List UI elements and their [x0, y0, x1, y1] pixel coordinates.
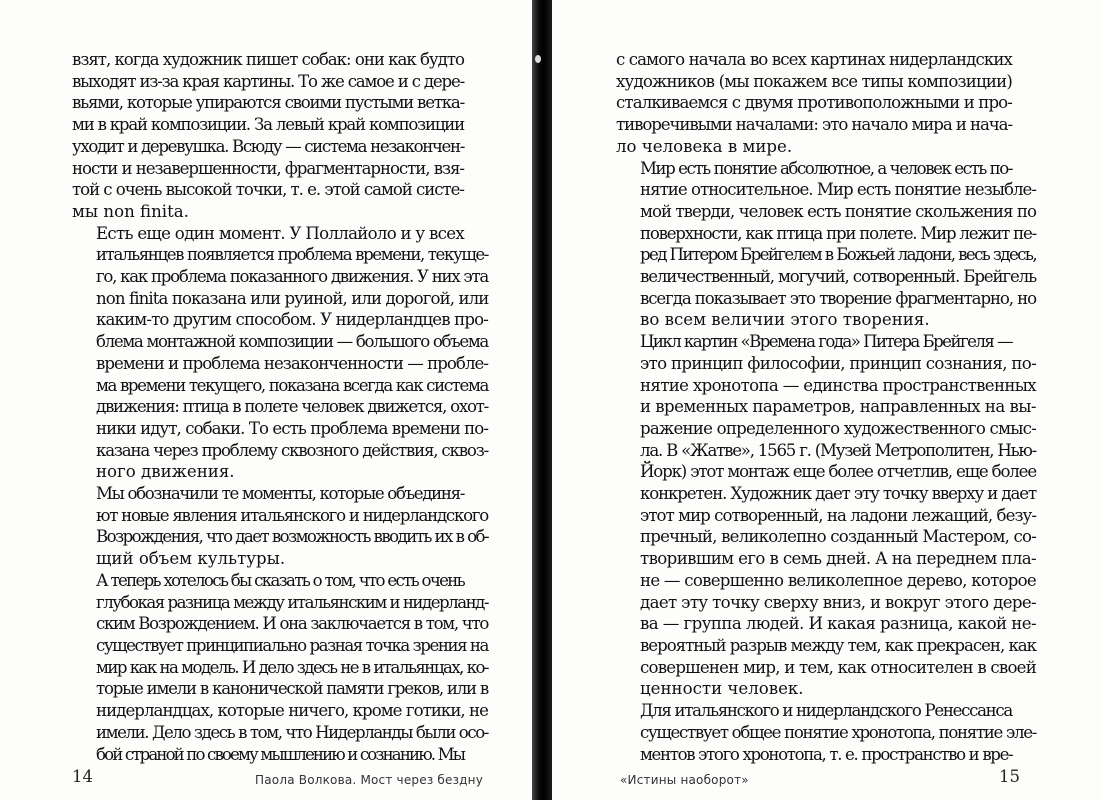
- left-text-column: [72, 49, 489, 765]
- text-line: Есть еще один момент. У Поллайоло и у всех: [96, 223, 464, 243]
- text-line: ми в край композиции. За левый край композиции: [72, 115, 464, 135]
- text-line: бой страной по своему мышлению и сознанию. Мы: [96, 744, 465, 764]
- paragraph: [72, 49, 464, 223]
- paragraph: [616, 331, 1036, 700]
- text-line: ским Возрождением. И она заключается в том, что: [96, 614, 488, 634]
- left-running-head: Паола Волкова. Мост через бездну: [255, 773, 484, 787]
- text-line: Мы обозначили те моменты, которые объединя-: [96, 484, 464, 504]
- text-line: той с очень высокой точки, т. е. этой самой систе-: [72, 180, 464, 200]
- text-line: нятие относительное. Мир есть понятие незыбле-: [640, 180, 1036, 200]
- text-line: казана через проблему сквозного действия, сквоз-: [96, 440, 488, 460]
- text-line: А теперь хотелось бы сказать о том, что есть очень: [96, 570, 464, 590]
- text-line: торые имели в канонической памяти греков, или в: [96, 679, 488, 699]
- binding-mark: [535, 55, 541, 63]
- paragraph: [616, 158, 1036, 332]
- text-line: величественный, могучий, сотворенный. Брейгель: [640, 267, 1036, 287]
- text-line: тиворечивыми началами: это начало мира и нача-: [616, 115, 1012, 135]
- text-line: взят, когда художник пишет собак: они как будто: [72, 50, 464, 69]
- text-line: ного движения.: [96, 462, 235, 482]
- text-line: ют новые явления итальянского и нидерландского: [96, 505, 488, 525]
- text-line: нидерландцах, которые ничего, кроме готики, не: [96, 701, 488, 721]
- paragraph: [616, 700, 1036, 765]
- text-line: нятие хронотопа — единства пространственных: [640, 375, 1036, 395]
- text-line: и временных параметров, направленных на вы-: [640, 397, 1036, 417]
- text-line: ники идут, собаки. То есть проблема времени по-: [96, 418, 488, 438]
- paragraph: [616, 49, 1012, 158]
- text-line: ва — группа людей. И какая разница, какой не-: [640, 614, 1036, 634]
- paragraph: [72, 570, 488, 765]
- text-line: всегда показывает это творение фрагментарно, но: [640, 288, 1036, 308]
- text-line: вьями, которые упираются своими пустыми ветка-: [72, 93, 464, 113]
- text-line: выходят из-за края картины. То же самое и с дере-: [72, 71, 464, 91]
- text-line: существует принципиально разная точка зрения на: [96, 635, 488, 655]
- text-line: го, как проблема показанного движения. У них эта: [96, 267, 488, 287]
- text-line: поверхности, как птица при полете. Мир лежит пе-: [640, 223, 1036, 243]
- text-line: во всем величии этого творения.: [640, 310, 930, 330]
- text-line: мир как на модель. И дело здесь не в итальянцах, ко-: [96, 657, 488, 677]
- text-line: ло человека в мире.: [616, 136, 793, 156]
- right-text-column: [616, 49, 1036, 765]
- text-line: ности и незавершенности, фрагментарности, взя-: [72, 158, 464, 178]
- text-line: Йорк) этот монтаж еще более отчетлив, еще более: [640, 462, 1036, 482]
- text-line: каким-то другим способом. У нидерландцев про-: [96, 310, 488, 330]
- text-line: уходит и деревушка. Всюду — система незакончен-: [72, 136, 464, 156]
- text-line: движения: птица в полете человек движется, охот-: [96, 397, 488, 417]
- text-line: глубокая разница между итальянским и нидерланд-: [96, 592, 488, 612]
- text-line: это принцип философии, принцип сознания, по-: [640, 353, 1036, 373]
- text-line: Возрождения, что дает возможность вводить их в об-: [96, 527, 488, 547]
- text-line: не — совершенно великолепное дерево, которое: [640, 570, 1036, 590]
- paragraph: [72, 223, 489, 483]
- text-line: творившим его в семь дней. А на переднем пла-: [640, 549, 1036, 569]
- text-line: Для итальянского и нидерландского Ренессанса: [640, 701, 1012, 721]
- book-spine: [532, 0, 552, 800]
- text-line: с самого начала во всех картинах нидерландских: [616, 50, 1012, 69]
- right-page-number: 15: [999, 767, 1020, 786]
- left-page-number: 14: [72, 767, 93, 786]
- text-line: ментов этого хронотопа, т. е. пространство и вре-: [640, 744, 1013, 764]
- text-line: имели. Дело здесь в том, что Нидерланды были осо-: [96, 722, 488, 742]
- text-line: времени и проблема незаконченности — пробле-: [96, 353, 488, 373]
- text-line: вероятный разрыв между тем, как прекрасен, как: [640, 635, 1036, 655]
- text-line: пречный, великолепно созданный Мастером, со-: [640, 527, 1036, 547]
- text-line: художников (мы покажем все типы композиции): [616, 71, 1012, 91]
- text-line: ла. В «Жатве», 1565 г. (Музей Метрополитен, Нью-: [640, 440, 1036, 460]
- text-line: совершенен мир, и тем, как относителен в своей: [640, 657, 1036, 677]
- text-line: существует общее понятие хронотопа, понятие эле-: [640, 722, 1036, 742]
- right-running-head: «Истины наоборот»: [620, 773, 749, 787]
- text-line: щий объем культуры.: [96, 549, 286, 569]
- text-line: итальянцев появляется проблема времени, текуще-: [96, 245, 488, 265]
- left-page: [0, 0, 532, 800]
- right-page: [552, 0, 1102, 800]
- text-line: non finita показана или руиной, или дорогой, или: [96, 288, 489, 308]
- text-line: ражение определенного художественного смыс-: [640, 418, 1036, 438]
- text-line: этот мир сотворенный, на ладони лежащий, безу-: [640, 505, 1036, 525]
- text-line: сталкиваемся с двумя противоположными и про-: [616, 93, 1012, 113]
- text-line: конкретен. Художник дает эту точку вверху и дает: [640, 484, 1036, 504]
- text-line: блема монтажной композиции — большого объема: [96, 332, 488, 352]
- text-line: ма времени текущего, показана всегда как система: [96, 375, 488, 395]
- text-line: дает эту точку сверху вниз, и вокруг этого дере-: [640, 592, 1036, 612]
- text-line: ценности человек.: [640, 679, 804, 699]
- text-line: Цикл картин «Времена года» Питера Брейгеля —: [640, 332, 1012, 352]
- text-line: ред Питером Брейгелем в Божьей ладони, весь здесь,: [640, 245, 1036, 265]
- paragraph: [72, 483, 488, 570]
- text-line: мой тверди, человек есть понятие скольжения по: [640, 201, 1036, 221]
- text-line: мы non finita.: [72, 201, 189, 221]
- text-line: Мир есть понятие абсолютное, а человек есть по-: [640, 158, 1012, 178]
